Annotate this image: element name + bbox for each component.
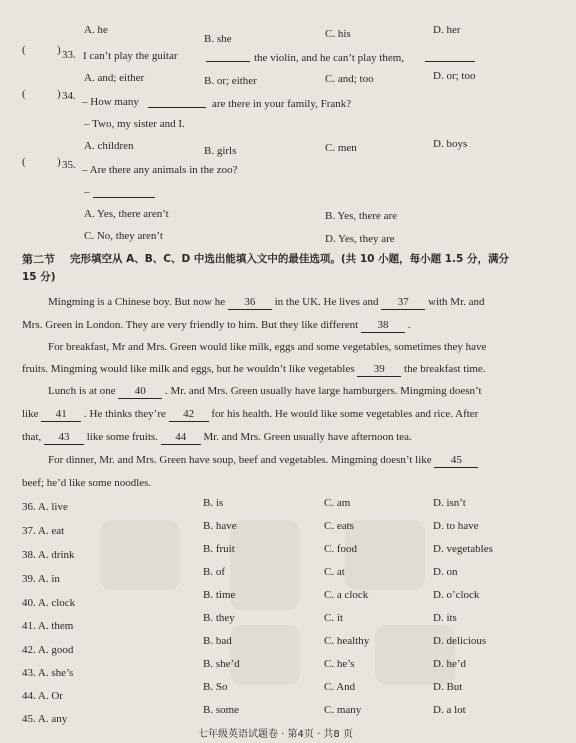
q34-paren-close: ) xyxy=(57,88,61,100)
blank-41: 41 xyxy=(41,408,81,422)
page-footer: 七年级英语试题卷 · 第4页 · 共8 页 xyxy=(198,729,353,740)
option-c-38: C. food xyxy=(324,543,357,555)
q32-option-a: A. he xyxy=(84,24,108,36)
background-illustration xyxy=(230,520,300,610)
blank-43: 43 xyxy=(44,431,84,445)
section-instructions: 完形填空从 A、B、C、D 中选出能填入文中的最佳选项。(共 10 小题，每小题 1.5 分，满分 xyxy=(70,253,509,265)
q34-number: 34. xyxy=(62,90,76,102)
passage-line: Mingming is a Chinese boy. But now he 36 in the UK. He lives and 37 with Mr. and xyxy=(48,296,485,308)
q33-stem-part2: the violin, and he can’t play them, xyxy=(254,52,405,64)
q35-option-d: D. Yes, they are xyxy=(325,233,395,245)
option-a-41: 41. A. them xyxy=(22,620,74,632)
background-illustration xyxy=(375,625,455,685)
option-a-43: 43. A. she’s xyxy=(22,667,74,679)
option-d-39: D. on xyxy=(433,566,458,578)
q35-number: 35. xyxy=(62,159,76,171)
q34-option-b: B. girls xyxy=(204,145,237,157)
q33-paren-open: ( xyxy=(22,44,26,56)
blank-45: 45 xyxy=(434,454,478,468)
passage-line: beef; he’d like some noodles. xyxy=(22,477,152,489)
option-b-45: B. some xyxy=(203,704,240,716)
background-illustration xyxy=(230,625,300,685)
option-a-45: 45. A. any xyxy=(22,713,68,725)
blank-38: 38 xyxy=(361,319,405,333)
passage-line: that, 43 like some fruits. 44 Mr. and Mrs. Green usually have afternoon tea. xyxy=(22,431,412,443)
q35-stem: – Are there any animals in the zoo? xyxy=(82,164,238,176)
q34-stem-part2: are there in your family, Frank? xyxy=(212,98,352,110)
option-c-45: C. many xyxy=(324,704,362,716)
q34-option-d: D. boys xyxy=(433,138,468,150)
q34-option-a: A. children xyxy=(84,140,134,152)
q32-option-d: D. her xyxy=(433,24,461,36)
passage-line: like 41 . He thinks they’re 42 for his health. He would like some vegetables and rice. After xyxy=(22,408,479,420)
option-b-40: B. time xyxy=(203,589,236,601)
passage-line: Lunch is at one 40 . Mr. and Mrs. Green usually have large hamburgers. Mingming doesn’t xyxy=(48,385,482,397)
option-a-36: 36. A. live xyxy=(22,501,68,513)
q33-option-d: D. or; too xyxy=(433,70,476,82)
option-c-43: C. he’s xyxy=(324,658,355,670)
option-d-41: D. its xyxy=(433,612,457,624)
q35-option-a: A. Yes, there aren’t xyxy=(84,208,169,220)
passage-line: For breakfast, Mr and Mrs. Green would like milk, eggs and some vegetables, sometimes they have xyxy=(48,341,487,353)
option-d-36: D. isn’t xyxy=(433,497,466,509)
q33-answer-blank xyxy=(206,50,250,66)
option-c-40: C. a clock xyxy=(324,589,369,601)
q35-option-c: C. No, they aren’t xyxy=(84,230,163,242)
option-c-42: C. healthy xyxy=(324,635,370,647)
q35-option-b: B. Yes, there are xyxy=(325,210,398,222)
option-a-37: 37. A. eat xyxy=(22,525,65,537)
option-d-40: D. o’clock xyxy=(433,589,480,601)
option-d-45: D. a lot xyxy=(433,704,466,716)
option-b-36: B. is xyxy=(203,497,224,509)
q32-option-c: C. his xyxy=(325,28,351,40)
q33-option-b: B. or; either xyxy=(204,75,257,87)
q33-stem-part1: I can’t play the guitar xyxy=(83,50,178,62)
option-c-44: C. And xyxy=(324,681,356,693)
q34-stem-part1: – How many xyxy=(82,96,139,108)
option-a-40: 40. A. clock xyxy=(22,597,76,609)
option-b-41: B. they xyxy=(203,612,235,624)
option-a-44: 44. A. Or xyxy=(22,690,63,702)
option-d-42: D. delicious xyxy=(433,635,487,647)
q34-answer-blank xyxy=(148,96,206,112)
q33-option-c: C. and; too xyxy=(325,73,374,85)
blank-40: 40 xyxy=(118,385,162,399)
option-d-43: D. he’d xyxy=(433,658,466,670)
passage-line: fruits. Mingming would like milk and eggs, but he wouldn’t like vegetables 39 the breakfast time. xyxy=(22,363,486,375)
option-a-39: 39. A. in xyxy=(22,573,60,585)
option-c-39: C. at xyxy=(324,566,345,578)
blank-44: 44 xyxy=(161,431,201,445)
option-b-43: B. she’d xyxy=(203,658,240,670)
option-c-36: C. am xyxy=(324,497,351,509)
blank-42: 42 xyxy=(169,408,209,422)
option-d-38: D. vegetables xyxy=(433,543,493,555)
section-title: 第二节 xyxy=(22,253,55,266)
q34-option-c: C. men xyxy=(325,142,357,154)
option-b-39: B. of xyxy=(203,566,225,578)
q33-paren-close: ) xyxy=(57,44,61,56)
option-b-38: B. fruit xyxy=(203,543,235,555)
q35-paren-open: ( xyxy=(22,156,26,168)
q35-paren-close: ) xyxy=(57,156,61,168)
q33-option-a: A. and; either xyxy=(84,72,145,84)
option-d-37: D. to have xyxy=(433,520,479,532)
passage-line: For dinner, Mr. and Mrs. Green have soup, beef and vegetables. Mingming doesn’t like 45 xyxy=(48,454,478,468)
option-c-41: C. it xyxy=(324,612,343,624)
option-d-44: D. But xyxy=(433,681,463,693)
q34-response: – Two, my sister and I. xyxy=(84,118,185,130)
blank-37: 37 xyxy=(381,296,425,310)
background-illustration xyxy=(345,520,425,590)
q33-answer-blank-2 xyxy=(425,50,475,66)
section-instructions-cont: 15 分) xyxy=(22,271,56,283)
q35-response-dash: – xyxy=(84,186,90,198)
option-a-38: 38. A. drink xyxy=(22,549,75,561)
blank-36: 36 xyxy=(228,296,272,310)
background-illustration xyxy=(100,520,180,590)
q34-paren-open: ( xyxy=(22,88,26,100)
option-b-44: B. So xyxy=(203,681,228,693)
q32-option-b: B. she xyxy=(204,33,232,45)
option-b-42: B. bad xyxy=(203,635,232,647)
blank-39: 39 xyxy=(357,363,401,377)
option-a-42: 42. A. good xyxy=(22,644,74,656)
passage-line: Mrs. Green in London. They are very friendly to him. But they like different 38 . xyxy=(22,319,411,331)
option-c-37: C. eats xyxy=(324,520,354,532)
option-b-37: B. have xyxy=(203,520,237,532)
q33-number: 33. xyxy=(62,49,76,61)
q35-answer-blank xyxy=(93,186,155,202)
